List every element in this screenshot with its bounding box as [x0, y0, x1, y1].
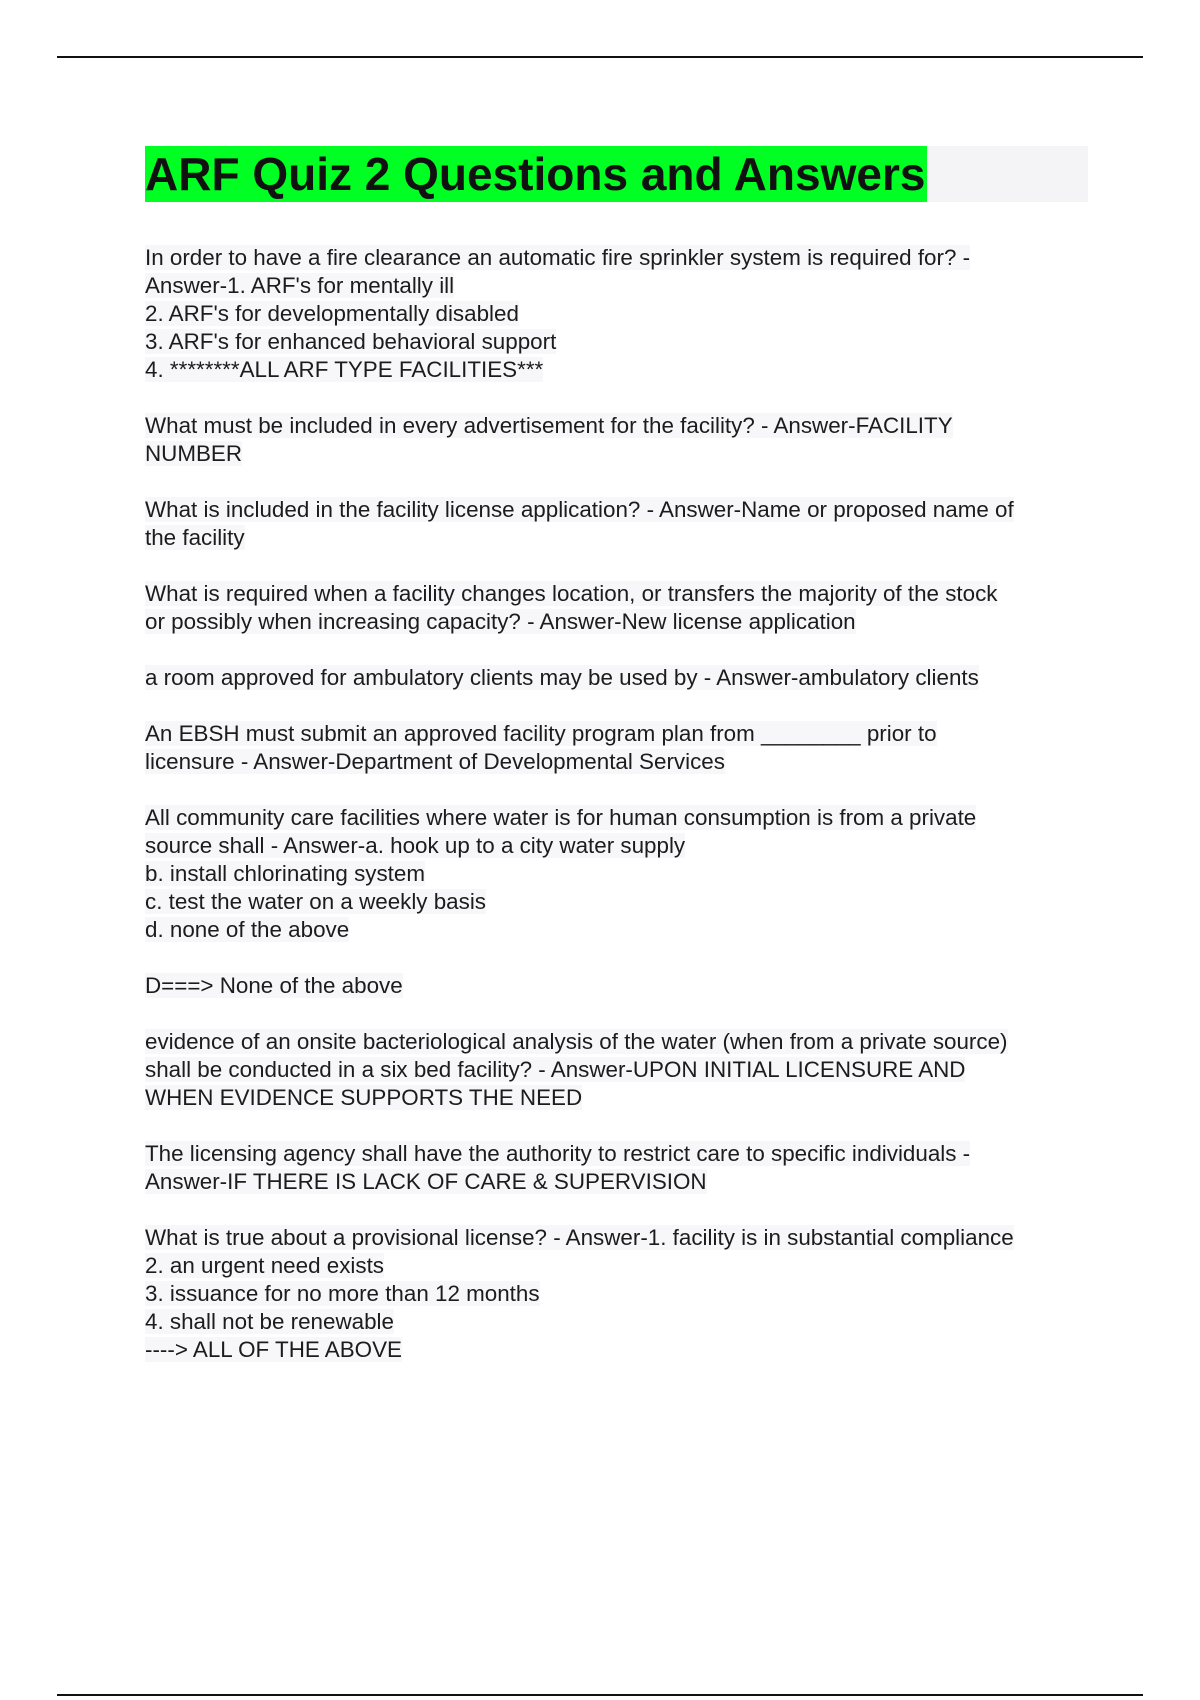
qa-line	[145, 804, 1095, 832]
qa-line	[145, 244, 1095, 272]
qa-line-text: evidence of an onsite bacteriological analysis of the water (when from a private source)	[145, 1029, 1008, 1054]
qa-line	[145, 1140, 1095, 1168]
qa-item	[145, 720, 1095, 776]
qa-item	[145, 244, 1095, 384]
qa-item	[145, 580, 1095, 636]
qa-line-text: What is required when a facility changes location, or transfers the majority of the stock	[145, 581, 998, 606]
qa-line	[145, 972, 1095, 1000]
qa-line-text: What is true about a provisional license? - Answer-1. facility is in substantial compliance	[145, 1225, 1014, 1250]
qa-line-text: An EBSH must submit an approved facility program plan from ________ prior to	[145, 721, 937, 746]
qa-line-text: source shall - Answer-a. hook up to a city water supply	[145, 833, 686, 858]
bottom-rule	[57, 1694, 1143, 1696]
qa-line-text: c. test the water on a weekly basis	[145, 889, 486, 914]
qa-line	[145, 1056, 1095, 1084]
qa-line	[145, 412, 1095, 440]
qa-line-text: NUMBER	[145, 441, 243, 466]
qa-item	[145, 1028, 1095, 1112]
qa-item	[145, 664, 1095, 692]
qa-line-text: 4. shall not be renewable	[145, 1309, 394, 1334]
qa-line	[145, 1028, 1095, 1056]
qa-line	[145, 664, 1095, 692]
qa-list	[145, 244, 1095, 1392]
qa-line-text: What is included in the facility license application? - Answer-Name or proposed name of	[145, 497, 1014, 522]
qa-line-text: 3. ARF's for enhanced behavioral support	[145, 329, 557, 354]
qa-line	[145, 300, 1095, 328]
qa-line	[145, 272, 1095, 300]
qa-line-text: licensure - Answer-Department of Developmental Services	[145, 749, 725, 774]
qa-line	[145, 1336, 1095, 1364]
qa-line	[145, 1280, 1095, 1308]
qa-item	[145, 804, 1095, 944]
qa-line-text: the facility	[145, 525, 245, 550]
qa-line	[145, 860, 1095, 888]
qa-line	[145, 580, 1095, 608]
top-rule	[57, 56, 1143, 58]
qa-line	[145, 496, 1095, 524]
qa-line-text: b. install chlorinating system	[145, 861, 426, 886]
qa-line-text: shall be conducted in a six bed facility? - Answer-UPON INITIAL LICENSURE AND	[145, 1057, 966, 1082]
qa-line	[145, 1224, 1095, 1252]
qa-line	[145, 356, 1095, 384]
qa-line	[145, 524, 1095, 552]
qa-item	[145, 496, 1095, 552]
qa-line-text: 2. an urgent need exists	[145, 1253, 384, 1278]
qa-line	[145, 748, 1095, 776]
qa-item	[145, 412, 1095, 468]
qa-line-text: a room approved for ambulatory clients may be used by - Answer-ambulatory clients	[145, 665, 979, 690]
qa-line-text: Answer-1. ARF's for mentally ill	[145, 273, 455, 298]
qa-line-text: Answer-IF THERE IS LACK OF CARE & SUPERVISION	[145, 1169, 707, 1194]
qa-line-text: d. none of the above	[145, 917, 350, 942]
qa-item	[145, 972, 1095, 1000]
qa-line-text: In order to have a fire clearance an automatic fire sprinkler system is required for? -	[145, 245, 971, 270]
qa-line	[145, 916, 1095, 944]
qa-line	[145, 328, 1095, 356]
qa-line	[145, 1308, 1095, 1336]
qa-line	[145, 440, 1095, 468]
qa-line	[145, 888, 1095, 916]
qa-line-text: 3. issuance for no more than 12 months	[145, 1281, 540, 1306]
qa-line	[145, 832, 1095, 860]
qa-line-text: All community care facilities where water is for human consumption is from a private	[145, 805, 977, 830]
qa-line-text: or possibly when increasing capacity? - Answer-New license application	[145, 609, 856, 634]
qa-line	[145, 1084, 1095, 1112]
qa-line-text: The licensing agency shall have the authority to restrict care to specific individuals -	[145, 1141, 971, 1166]
qa-line-text: D===> None of the above	[145, 973, 403, 998]
qa-line	[145, 1252, 1095, 1280]
qa-item	[145, 1140, 1095, 1196]
qa-line	[145, 608, 1095, 636]
qa-item	[145, 1224, 1095, 1364]
qa-line	[145, 720, 1095, 748]
qa-line-text: What must be included in every advertisement for the facility? - Answer-FACILITY	[145, 413, 953, 438]
qa-line-text: 4. ********ALL ARF TYPE FACILITIES***	[145, 357, 544, 382]
qa-line-text: WHEN EVIDENCE SUPPORTS THE NEED	[145, 1085, 583, 1110]
qa-line-text: 2. ARF's for developmentally disabled	[145, 301, 519, 326]
qa-line	[145, 1168, 1095, 1196]
document-title: ARF Quiz 2 Questions and Answers	[145, 148, 926, 200]
qa-line-text: ----> ALL OF THE ABOVE	[145, 1337, 402, 1362]
